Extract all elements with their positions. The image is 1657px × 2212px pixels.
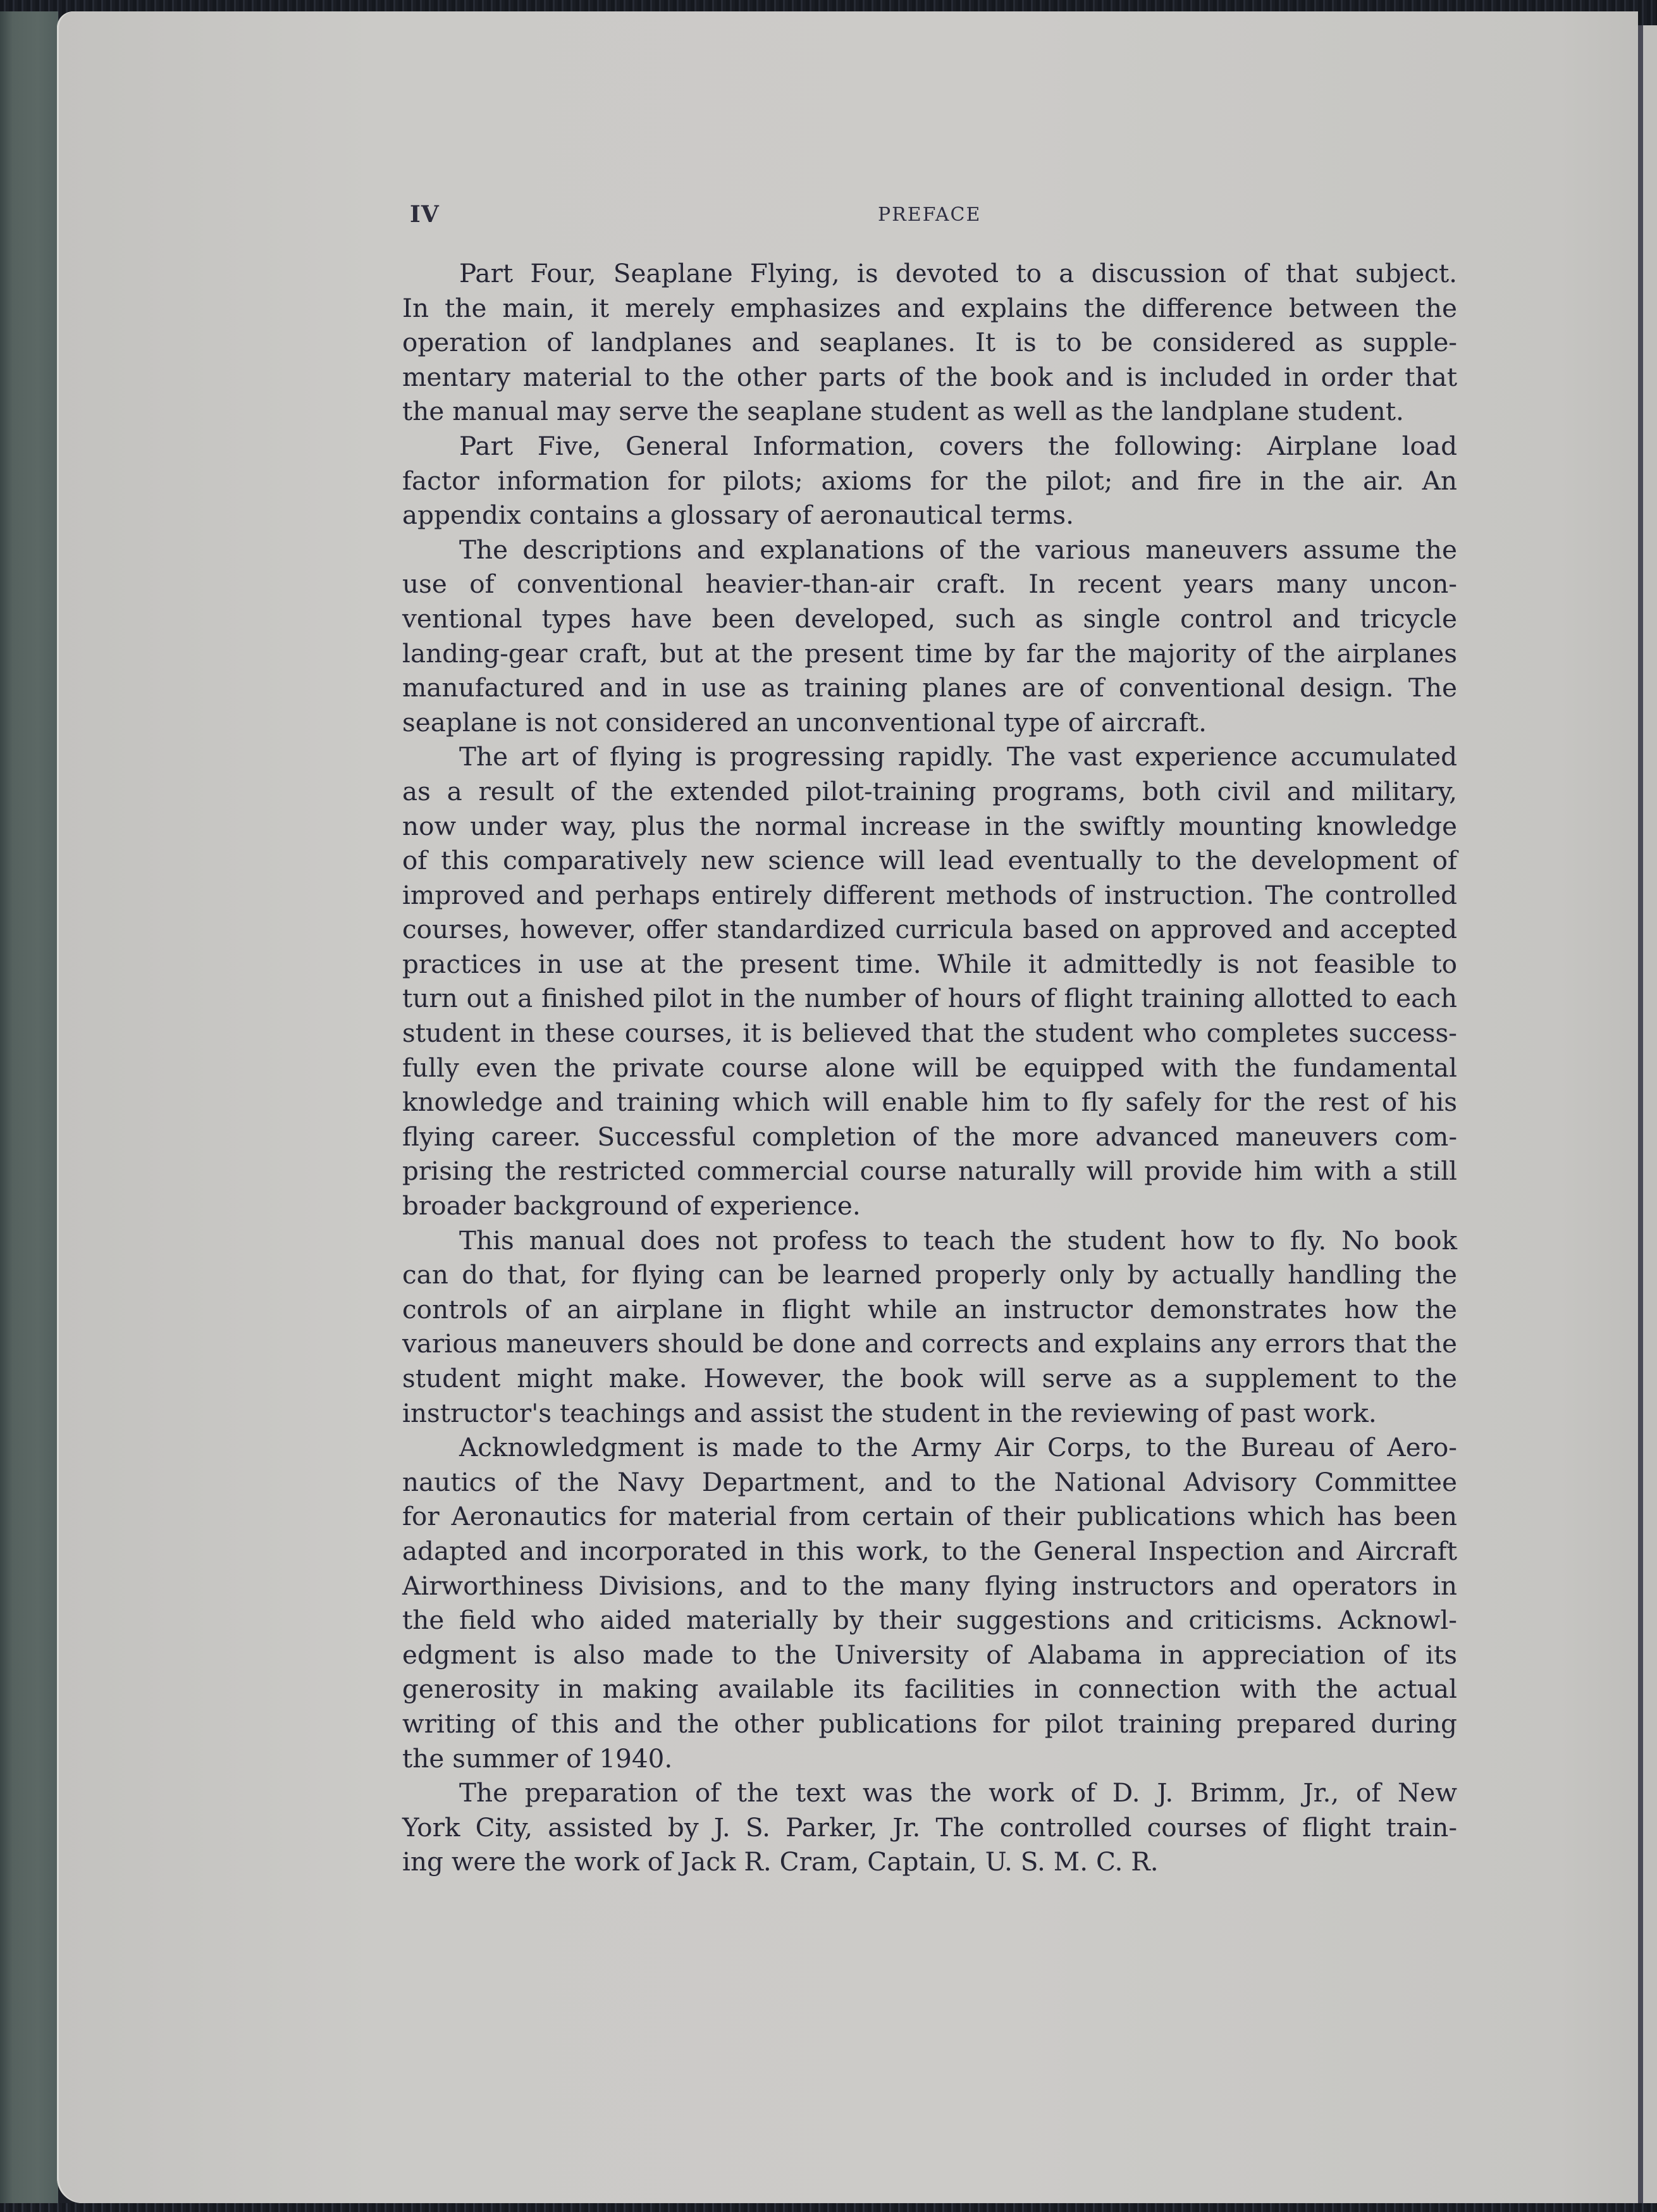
paragraph-conventional-craft: [402, 533, 1457, 740]
text-line: landing-gear craft, but at the present time by far the majority of the airplanes: [402, 638, 1457, 669]
text-line: The art of flying is progressing rapidly. The vast experience accumulated: [459, 741, 1457, 772]
text-line: the field who aided materially by their suggestions and criticisms. Acknowl-: [402, 1605, 1457, 1636]
paragraph-acknowledgment: [402, 1430, 1457, 1776]
text-line: Acknowledgment is made to the Army Air Corps, to the Bureau of Aero-: [459, 1432, 1457, 1463]
paragraph-art-of-flying: [402, 739, 1457, 1223]
text-line: as a result of the extended pilot-training programs, both civil and military,: [402, 775, 1457, 806]
text-line: turn out a finished pilot in the number of hours of flight training allotted to each: [402, 983, 1457, 1014]
paragraph-manual-purpose: [402, 1223, 1457, 1431]
text-line: flying career. Successful completion of the more advanced maneuvers com-: [402, 1121, 1457, 1152]
text-line: writing of this and the other publications for pilot training prepared during: [402, 1708, 1457, 1739]
text-line: operation of landplanes and seaplanes. It is to be considered as supple-: [402, 327, 1457, 358]
text-line: broader background of experience.: [402, 1190, 861, 1221]
text-line: various maneuvers should be done and corrects and explains any errors that the: [402, 1328, 1457, 1359]
text-line: can do that, for flying can be learned properly only by actually handling the: [402, 1259, 1457, 1290]
preface-body: [402, 256, 1457, 1879]
text-line: seaplane is not considered an unconventional type of aircraft.: [402, 707, 1207, 738]
text-line: ventional types have been developed, such as single control and tricycle: [402, 603, 1457, 634]
paragraph-seaplane-flying: [402, 256, 1457, 429]
section-title: PREFACE: [878, 204, 982, 226]
text-line: The preparation of the text was the work of D. J. Brimm, Jr., of New: [459, 1777, 1457, 1808]
text-line: improved and perhaps entirely different methods of instruction. The controlled: [402, 879, 1457, 910]
page-edge-shadow: [1638, 25, 1643, 2203]
text-line: the summer of 1940.: [402, 1743, 673, 1774]
text-line: adapted and incorporated in this work, to the General Inspection and Aircraft: [402, 1535, 1457, 1566]
running-head: [0, 201, 1657, 233]
text-line: This manual does not profess to teach the student how to fly. No book: [459, 1225, 1457, 1256]
text-line: use of conventional heavier-than-air craft. In recent years many uncon-: [402, 569, 1457, 600]
text-line: manufactured and in use as training planes are of conventional design. The: [402, 672, 1457, 703]
text-line: instructor's teachings and assist the student in the reviewing of past work.: [402, 1397, 1377, 1428]
text-line: generosity in making available its facilities in connection with the actual: [402, 1674, 1457, 1705]
text-line: The descriptions and explanations of the various maneuvers assume the: [459, 534, 1457, 565]
text-line: Airworthiness Divisions, and to the many flying instructors and operators in: [402, 1570, 1457, 1601]
next-page-edge: [1643, 25, 1657, 2203]
text-line: courses, however, offer standardized curricula based on approved and accepted: [402, 914, 1457, 945]
page-number: IV: [410, 201, 440, 228]
text-line: York City, assisted by J. S. Parker, Jr. The controlled courses of flight train-: [402, 1812, 1457, 1843]
text-line: student might make. However, the book will serve as a supplement to the: [402, 1363, 1457, 1393]
text-line: prising the restricted commercial course naturally will provide him with a still: [402, 1156, 1457, 1187]
text-line: Part Five, General Information, covers the following: Airplane load: [459, 430, 1457, 461]
paragraph-authors: [402, 1776, 1457, 1879]
text-line: nautics of the Navy Department, and to the National Advisory Committee: [402, 1466, 1457, 1497]
text-line: knowledge and training which will enable him to fly safely for the rest of his: [402, 1087, 1457, 1118]
book-cover-edge: [0, 11, 58, 2203]
text-line: practices in use at the present time. While it admittedly is not feasible to: [402, 948, 1457, 979]
text-line: fully even the private course alone will be equipped with the fundamental: [402, 1052, 1457, 1083]
text-line: controls of an airplane in flight while an instructor demonstrates how the: [402, 1294, 1457, 1325]
text-line: of this comparatively new science will lead eventually to the development of: [402, 845, 1457, 876]
text-line: edgment is also made to the University of Alabama in appreciation of its: [402, 1639, 1457, 1670]
text-line: now under way, plus the normal increase in the swiftly mounting knowledge: [402, 810, 1457, 841]
text-line: In the main, it merely emphasizes and explains the difference between the: [402, 292, 1457, 323]
text-line: factor information for pilots; axioms for the pilot; and fire in the air. An: [402, 465, 1457, 496]
text-line: appendix contains a glossary of aeronautical terms.: [402, 500, 1074, 531]
paragraph-general-information: [402, 429, 1457, 533]
text-line: ing were the work of Jack R. Cram, Captain, U. S. M. C. R.: [402, 1846, 1159, 1877]
text-line: the manual may serve the seaplane student as well as the landplane student.: [402, 396, 1404, 427]
text-line: for Aeronautics for material from certain of their publications which has been: [402, 1501, 1457, 1532]
book-binding-bottom: [0, 2203, 1657, 2212]
text-line: mentary material to the other parts of the book and is included in order that: [402, 361, 1457, 392]
text-line: Part Four, Seaplane Flying, is devoted to a discussion of that subject.: [459, 258, 1457, 288]
text-line: student in these courses, it is believed that the student who completes success-: [402, 1018, 1457, 1049]
